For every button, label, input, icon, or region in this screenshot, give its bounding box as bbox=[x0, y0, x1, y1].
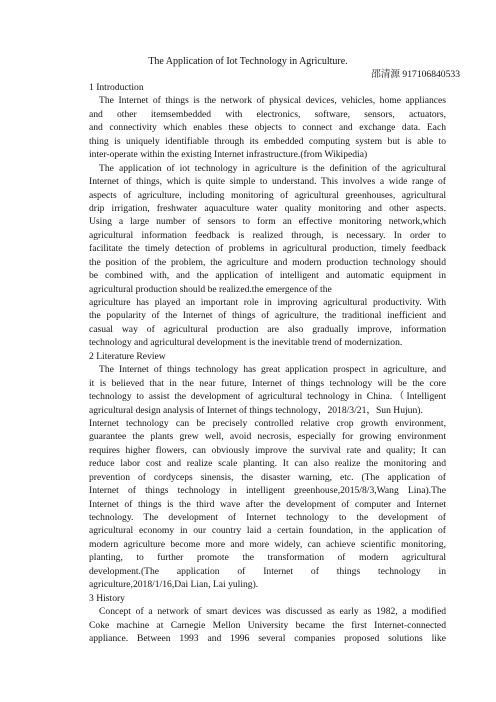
text-line: and other itemsembedded with electronics, software, sensors, actuators, bbox=[89, 108, 446, 120]
text-line: agricultural economy in our country laid a certain foundation, in the application of bbox=[89, 525, 446, 537]
text-line: agricultural design analysis of Internet of things technology，2018/3/21，Sun Hujun). bbox=[89, 404, 423, 416]
text-line: inter-operate within the existing Internet infrastructure.(from Wikipedia) bbox=[89, 149, 368, 161]
text-line: the popularity of the Internet of things of agriculture, the traditional inefficient and bbox=[89, 310, 446, 322]
text-line: modern agriculture become more and more widely, can achieve scientific monitoring, bbox=[89, 538, 446, 550]
text-line: Concept of a network of smart devices was discussed as early as 1982, a modified bbox=[99, 606, 446, 618]
text-line: facilitate the timely detection of problems in agricultural production, timely feedback bbox=[89, 243, 446, 255]
text-line: agriculture,2018/1/16,Dai Lian, Lai yuling). bbox=[89, 579, 259, 591]
text-line: Internet technology can be precisely controlled relative crop growth environment, bbox=[89, 417, 446, 429]
text-line: thing is uniquely identifiable through its embedded computing system but is able to bbox=[89, 135, 446, 147]
text-line: aspects of agriculture, including monitoring of agricultural greenhouses, agricultural bbox=[89, 189, 446, 201]
text-line: prevention of cordyceps sinensis, the disaster warning, etc. (The application of bbox=[89, 471, 446, 483]
text-line: guarantee the plants grew well, avoid necrosis, especially for growing environment bbox=[89, 431, 446, 443]
text-line: 2 Literature Review bbox=[89, 350, 166, 362]
text-line: Coke machine at Carnegie Mellon University became the first Internet-connected bbox=[89, 619, 446, 631]
text-line: agricultural production should be realized.the emergence of the bbox=[89, 283, 332, 295]
text-line: Using a large number of sensors to form an effective monitoring network,which bbox=[89, 216, 446, 228]
text-line: technology. The development of Internet technology to the development of bbox=[89, 512, 446, 523]
text-line: reduce labor cost and realize scale planting. It can also realize the monitoring and bbox=[89, 458, 446, 470]
text-line: Internet of things is the third wave after the development of computer and Internet bbox=[89, 498, 446, 510]
text-line: 1 Introduction bbox=[89, 82, 144, 93]
text-line: be combined with, and the application of intelligent and automatic equipment in bbox=[89, 270, 446, 282]
text-line: The Internet of things technology has great application prospect in agriculture, and bbox=[99, 364, 446, 376]
text-line: casual way of agricultural production are also gradually improve, information bbox=[89, 323, 446, 335]
text-line: 3 History bbox=[89, 592, 125, 604]
text-line: the position of the problem, the agriculture and modern production technology should bbox=[89, 256, 446, 268]
text-line: and connectivity which enables these objects to connect and exchange data. Each bbox=[89, 122, 446, 134]
text-line: appliance. Between 1993 and 1996 several companies proposed solutions like bbox=[89, 632, 446, 644]
text-line: The application of iot technology in agriculture is the definition of the agricultural bbox=[99, 162, 446, 174]
text-line: agriculture has played an important role in improving agricultural productivity. With bbox=[89, 297, 446, 308]
text-line: technology to assist the development of agricultural technology in China.（Intelligent bbox=[89, 391, 446, 403]
text-line: it is believed that in the near future, Internet of things technology will be the core bbox=[89, 377, 446, 389]
text-line: The Internet of things is the network of physical devices, vehicles, home appliances bbox=[99, 95, 446, 107]
text-line: Internet of things, which is quite simple to understand. This involves a wide range of bbox=[89, 176, 446, 188]
text-line: planting, to further promote the transformation of modern agricultural bbox=[89, 552, 446, 564]
text-line: requires higher flowers, can obviously improve the survival rate and quality; It can bbox=[89, 444, 446, 456]
text-line: technology and agricultural development is the inevitable trend of modernization. bbox=[89, 337, 403, 349]
text-line: drip irrigation, freshwater aquaculture water quality monitoring and other aspects. bbox=[89, 202, 446, 214]
author-line: 邵清源 917106840533 bbox=[371, 69, 460, 80]
text-line: agricultural information feedback is realized through, is necessary. In order to bbox=[89, 229, 446, 241]
document-title: The Application of Iot Technology in Agriculture. bbox=[148, 56, 348, 67]
text-line: development.(The application of Internet of things technology in bbox=[89, 565, 446, 577]
text-line: Internet of things technology in intelligent greenhouse,2015/8/3,Wang Lina).The bbox=[89, 485, 446, 497]
document-body bbox=[89, 81, 446, 645]
